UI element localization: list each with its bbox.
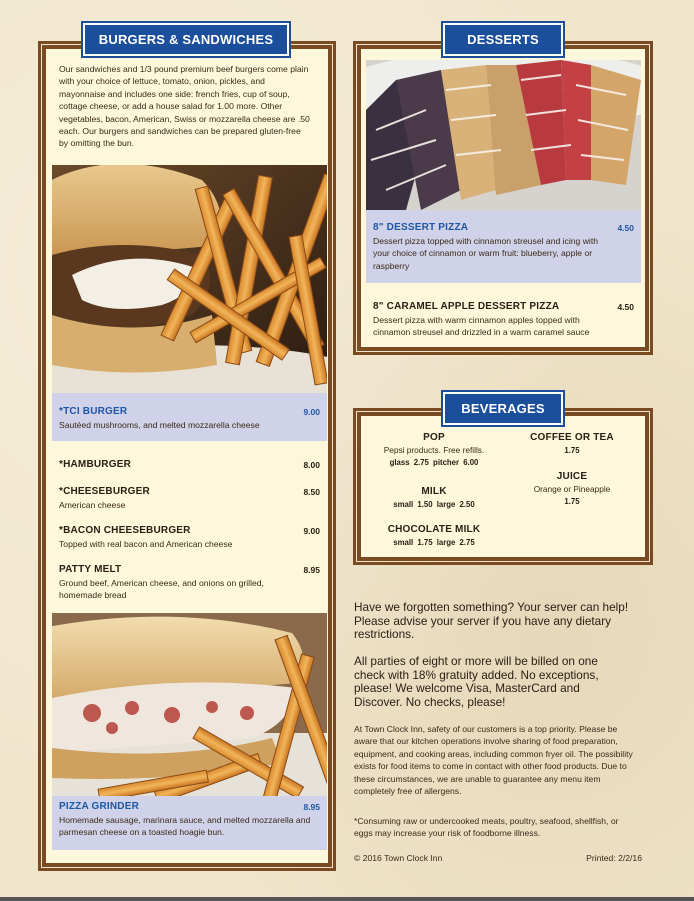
beverage-sizes: small 1.75 large 2.75 [393,538,475,547]
large-party-note: All parties of eight or more will be billed on one check with 18% gratuity added. No exceptions, please! We welcome Visa, MasterCard and Discover. No checks, please! [354,654,599,709]
item-name: PIZZA GRINDER [59,801,140,812]
item-name: *HAMBURGER [59,459,131,470]
beverage-juice [508,471,636,506]
item-price: 4.50 [617,302,634,312]
burgers-intro: Our sandwiches and 1/3 pound premium beef burgers come plain with your choice of lettuce, tomato, onion, pickles, and mayonnaise and includes one side: french fries, cup of soup, cottage cheese, or add a house salad for 1.00 more. Other vegetables, bacon, American, Swiss or mozzarella cheese are .50 each. Our burgers and sandwiches can be prepared gluten-free by omitting the bun. [59,64,310,149]
menu-item-bacon-cheeseburger [59,525,320,550]
beverage-sizes: small 1.50 large 2.50 [393,500,475,509]
menu-item-hamburger [59,459,320,470]
beverage-price: 1.75 [564,446,580,455]
beverage-name: POP [423,432,445,443]
menu-item-pizza-grinder [59,801,320,839]
beverage-name: COFFEE OR TEA [530,432,614,443]
item-price: 9.00 [303,407,320,417]
menu-item-tci-burger [59,406,320,431]
food-safety-notice: *Consuming raw or undercooked meats, poultry, seafood, shellfish, or eggs may increase your risk of foodborne illness. [354,816,619,839]
menu-item-patty-melt [59,564,320,602]
item-name: 8" DESSERT PIZZA [373,222,469,233]
item-name: *BACON CHEESEBURGER [59,525,191,536]
item-name: PATTY MELT [59,564,122,575]
pizza-grinder-photo [52,613,327,796]
item-price: 8.50 [303,487,320,497]
beverage-sizes: glass 2.75 pitcher 6.00 [389,458,479,467]
item-price: 4.50 [617,223,634,233]
desserts-heading: DESSERTS [443,23,563,56]
item-name: 8" CARAMEL APPLE DESSERT PIZZA [373,301,560,312]
burgers-heading: BURGERS & SANDWICHES [83,23,289,56]
item-description: Homemade sausage, marinara sauce, and melted mozzarella and parmesan cheese on a toasted hoagie bun. [59,815,311,838]
beverage-milk [364,486,504,509]
item-price: 8.95 [303,565,320,575]
item-name: *CHEESEBURGER [59,486,150,497]
dessert-pizza-photo [366,60,641,210]
item-name: *TCI BURGER [59,406,128,417]
beverage-pop [364,432,504,467]
allergen-notice: At Town Clock Inn, safety of our customers is a top priority. Please be aware that our kitchen operations involve sharing of food preparation, equipment, and cooking areas, including common fryer oil. The possibility exists for food items to come in contact with other food products. Due to these circumstances, we are unable to guarantee any menu item completely free of allergens. [354,724,633,797]
page-bottom-edge [0,897,694,901]
item-description: Sautéed mushrooms, and melted mozzarella cheese [59,420,260,430]
item-description: Topped with real bacon and American cheese [59,539,233,549]
beverages-heading: BEVERAGES [443,392,563,425]
beverage-coffee-or-tea [508,432,636,455]
item-description: Dessert pizza with warm cinnamon apples topped with cinnamon streusel and drizzled in a warm caramel sauce [373,315,590,338]
item-price: 8.00 [303,460,320,470]
beverage-note: Orange or Pineapple [533,484,611,494]
item-description: Dessert pizza topped with cinnamon streusel and icing with your choice of cinnamon or warm fruit: blueberry, apple or raspberry [373,236,598,271]
item-description: American cheese [59,500,126,510]
menu-item-cheeseburger [59,486,320,511]
item-description: Ground beef, American cheese, and onions on grilled, homemade bread [59,578,264,601]
copyright: © 2016 Town Clock Inn [354,853,443,863]
printed-date: Printed: 2/2/16 [586,853,642,863]
beverage-note: Pepsi products. Free refills. [383,445,485,455]
forgotten-something-note: Have we forgotten something? Your server can help! Please advise your server if you have any dietary restrictions. [354,600,629,642]
item-price: 9.00 [303,526,320,536]
item-price: 8.95 [303,802,320,812]
beverage-price: 1.75 [564,497,580,506]
tci-burger-photo [52,165,327,393]
menu-item-caramel-apple-dessert-pizza [373,301,634,339]
beverage-name: JUICE [556,471,588,482]
beverage-chocolate-milk [364,524,504,547]
menu-item-dessert-pizza [373,222,634,272]
beverage-name: MILK [421,486,447,497]
beverage-name: CHOCOLATE MILK [387,524,481,535]
